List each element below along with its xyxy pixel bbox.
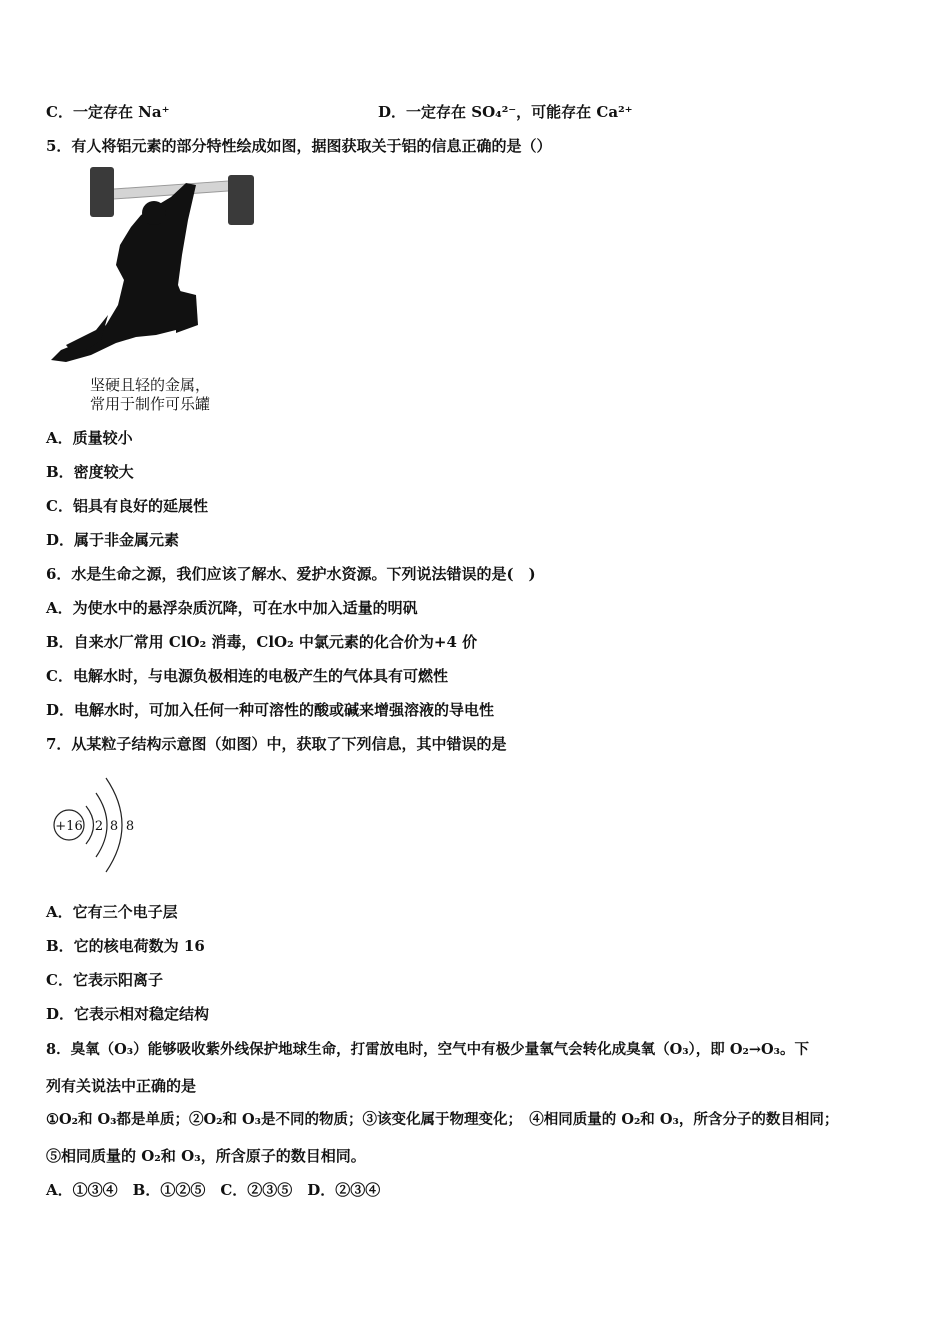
- q6-option-a: A．为使水中的悬浮杂质沉降，可在水中加入适量的明矾: [46, 599, 418, 617]
- q7-stem: 7．从某粒子结构示意图（如图）中，获取了下列信息，其中错误的是: [46, 735, 507, 753]
- option-d-prev: D．一定存在 SO₄²⁻，可能存在 Ca²⁺: [378, 103, 633, 121]
- q5-stem: 5．有人将铝元素的部分特性绘成如图，据图获取关于铝的信息正确的是（）: [46, 137, 552, 155]
- q8-options: A．①③④ B．①②⑤ C．②③⑤ D．②③④: [46, 1181, 381, 1199]
- nucleus-label: +16: [55, 819, 83, 834]
- q7-option-c: C．它表示阳离子: [46, 971, 163, 989]
- q8-statements-line2: ⑤相同质量的 O₂和 O₃，所含原子的数目相同。: [46, 1147, 366, 1165]
- q6-stem: 6．水是生命之源，我们应该了解水、爱护水资源。下列说法错误的是( ): [46, 565, 536, 583]
- q8-statements-line1: ①O₂和 O₃都是单质；②O₂和 O₃是不同的物质；③该变化属于物理变化； ④相同质量的 O₂和 O₃，所含分子的数目相同；: [46, 1111, 839, 1128]
- q5-option-d: D．属于非金属元素: [46, 531, 180, 549]
- q6-option-d: D．电解水时，可加入任何一种可溶性的酸或碱来增强溶液的导电性: [46, 701, 495, 719]
- q6-option-c: C．电解水时，与电源负极相连的电极产生的气体具有可燃性: [46, 667, 448, 685]
- q5-option-b: B．密度较大: [46, 463, 134, 481]
- figure-caption-line1: 坚硬且轻的金属，: [90, 376, 211, 394]
- q6-option-b: B．自来水厂常用 ClO₂ 消毒，ClO₂ 中氯元素的化合价为+4 价: [46, 633, 478, 651]
- shell-1-count: 2: [94, 819, 104, 834]
- q7-option-a: A．它有三个电子层: [46, 903, 178, 921]
- q7-option-d: D．它表示相对稳定结构: [46, 1005, 210, 1023]
- q5-option-a: A．质量较小: [46, 429, 133, 447]
- q5-option-c: C．铝具有良好的延展性: [46, 497, 208, 515]
- figure-caption-line2: 常用于制作可乐罐: [90, 395, 211, 413]
- option-c-prev: C．一定存在 Na⁺: [46, 103, 170, 121]
- shell-3-count: 8: [125, 819, 135, 834]
- q8-stem-line1: 8．臭氧（O₃）能够吸收紫外线保护地球生命，打雷放电时，空气中有极少量氧气会转化成臭氧（O₃），即 O₂→O₃。下: [46, 1041, 809, 1058]
- q7-option-b: B．它的核电荷数为 16: [46, 937, 205, 955]
- weightlifter-figure: [46, 165, 261, 370]
- q8-stem-line2: 列有关说法中正确的是: [46, 1077, 197, 1095]
- shell-2-count: 8: [109, 819, 119, 834]
- atom-structure-diagram: [46, 768, 146, 880]
